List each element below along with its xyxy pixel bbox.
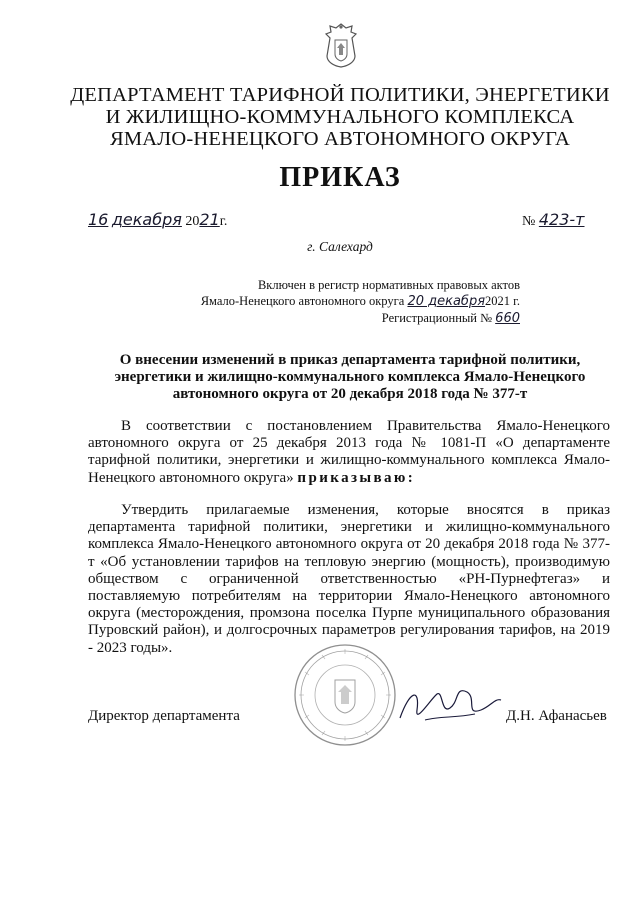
- registry-line-3: [150, 310, 520, 327]
- order-date: [88, 210, 227, 230]
- order-subject-line-3: автономного округа от 20 декабря 2018 года № 377-т: [172, 386, 528, 402]
- order-subject: [90, 352, 610, 403]
- order-date-suffix: г.: [219, 214, 228, 229]
- order-subject-line-2: энергетики и жилищно-коммунального комплекса Ямало-Ненецкого: [114, 369, 586, 385]
- department-title-line-3: ЯМАЛО-НЕНЕЦКОГО АВТОНОМНОГО ОКРУГА: [109, 128, 571, 150]
- preamble-text: В соответствии с постановлением Правительства Ямало-Ненецкого автономного округа от 25 декабря 2013 года № 1081-П «О департаменте тарифной политики, энергетики и жилищно-коммунального комплекса Ямало-Ненецкого автономного округа»: [88, 418, 610, 486]
- order-date-day: 16: [88, 210, 109, 229]
- handwritten-signature-icon: [395, 680, 505, 730]
- order-paragraph: [88, 502, 610, 657]
- department-title: [60, 84, 620, 150]
- registry-number-handwritten: 660: [495, 311, 520, 326]
- signatory-name: Д.Н. Афанасьев: [506, 708, 607, 724]
- order-number-value: 423-т: [538, 210, 585, 229]
- registry-number-label: Регистрационный №: [381, 311, 493, 325]
- order-date-year-suffix: 21: [199, 210, 220, 229]
- registry-date-handwritten: 20 декабря: [407, 294, 486, 309]
- order-date-year-prefix: 20: [185, 214, 200, 229]
- order-subject-line-1: О внесении изменений в приказ департамента тарифной политики,: [119, 352, 581, 368]
- preamble-paragraph: [88, 418, 610, 487]
- coat-of-arms-icon: [322, 22, 360, 68]
- department-title-line-2: И ЖИЛИЩНО-КОММУНАЛЬНОГО КОМПЛЕКСА: [105, 106, 575, 128]
- official-seal-icon: [290, 640, 400, 750]
- order-text: Утвердить прилагаемые изменения, которые вносятся в приказ департамента тарифной политики, энергетики и жилищно-коммунального комплекса Ямало-Ненецкого автономного округа от 20 декабря 2018 года № 377-т «Об установлении тарифов на тепловую энергию (мощность), производимую обществом с ограниченной ответственностью «РН-Пурнефтегаз» и поставляемую потребителям на территории Ямало-Ненецкого автономного округа (месторождения, промзона поселка Пурпе муниципального образования Пуровский район), и долгосрочных параметров регулирования тарифов, на 2019 - 2023 годы».: [88, 502, 610, 656]
- department-title-line-1: ДЕПАРТАМЕНТ ТАРИФНОЙ ПОЛИТИКИ, ЭНЕРГЕТИКИ: [70, 84, 610, 106]
- registry-line-2: [150, 293, 520, 310]
- registry-line-1: Включен в регистр нормативных правовых актов: [257, 278, 520, 292]
- issue-city: г. Салехард: [307, 239, 373, 254]
- registry-stamp-text: [150, 277, 520, 327]
- order-number-label: №: [522, 214, 536, 229]
- order-word: приказываю:: [297, 469, 416, 486]
- registry-line-2-prefix: Ямало-Ненецкого автономного округа: [200, 294, 405, 308]
- registry-line-2-suffix: 2021 г.: [485, 294, 520, 308]
- document-type-title: ПРИКАЗ: [279, 162, 401, 193]
- order-date-month: декабря: [111, 210, 182, 229]
- signatory-position: Директор департамента: [88, 708, 240, 724]
- order-number: [522, 210, 585, 230]
